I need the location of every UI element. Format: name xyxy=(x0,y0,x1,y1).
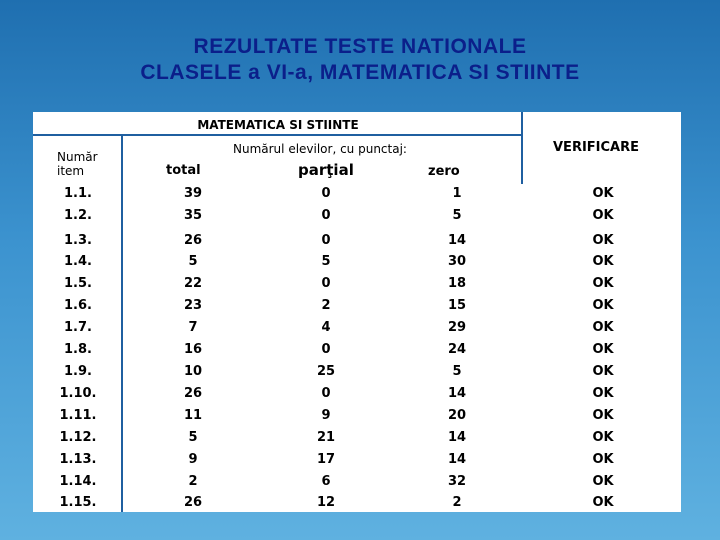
item-cell: 1.1. xyxy=(64,186,92,201)
item-cell: 1.14. xyxy=(59,474,97,489)
total-cell: 5 xyxy=(188,254,198,269)
table-row xyxy=(33,449,681,471)
zero-cell: 14 xyxy=(447,430,467,445)
table-row xyxy=(33,339,681,361)
item-cell: 1.3. xyxy=(64,233,92,248)
partial-cell: 12 xyxy=(316,495,336,510)
partial-cell: 17 xyxy=(316,452,336,467)
table-row xyxy=(33,205,681,227)
zero-cell: 1 xyxy=(452,186,462,201)
partial-cell: 0 xyxy=(321,208,331,223)
section-header: MATEMATICA SI STIINTE xyxy=(33,112,523,136)
total-cell: 35 xyxy=(183,208,203,223)
item-cell: 1.10. xyxy=(59,386,97,401)
title-line-2: CLASELE a VI-a, MATEMATICA SI STIINTE xyxy=(140,61,580,84)
partial-cell: 0 xyxy=(321,276,331,291)
verificare-cell: OK xyxy=(592,495,614,510)
partial-cell: 0 xyxy=(321,342,331,357)
item-cell: 1.4. xyxy=(64,254,92,269)
total-cell: 11 xyxy=(183,408,203,423)
verificare-cell: OK xyxy=(592,298,614,313)
zero-cell: 20 xyxy=(447,408,467,423)
zero-header: zero xyxy=(428,164,460,179)
results-table xyxy=(33,112,681,512)
partial-cell: 5 xyxy=(321,254,331,269)
zero-cell: 15 xyxy=(447,298,467,313)
zero-cell: 2 xyxy=(452,495,462,510)
verificare-cell: OK xyxy=(592,254,614,269)
zero-cell: 30 xyxy=(447,254,467,269)
table-row xyxy=(33,295,681,317)
total-cell: 7 xyxy=(188,320,198,335)
verificare-cell: OK xyxy=(592,233,614,248)
verificare-cell: OK xyxy=(592,474,614,489)
partial-header: parţial xyxy=(298,161,354,179)
item-cell: 1.8. xyxy=(64,342,92,357)
table-row xyxy=(33,273,681,295)
verificare-header: VERIFICARE xyxy=(553,140,639,155)
verificare-cell: OK xyxy=(592,208,614,223)
table-row xyxy=(33,183,681,205)
item-cell: 1.7. xyxy=(64,320,92,335)
verificare-cell: OK xyxy=(592,386,614,401)
verificare-cell: OK xyxy=(592,408,614,423)
verificare-cell: OK xyxy=(592,342,614,357)
total-cell: 39 xyxy=(183,186,203,201)
zero-cell: 5 xyxy=(452,364,462,379)
item-cell: 1.15. xyxy=(59,495,97,510)
total-cell: 23 xyxy=(183,298,203,313)
total-header: total xyxy=(166,163,201,178)
verificare-cell: OK xyxy=(592,430,614,445)
zero-cell: 14 xyxy=(447,452,467,467)
zero-cell: 29 xyxy=(447,320,467,335)
verificare-cell: OK xyxy=(592,452,614,467)
table-row xyxy=(33,383,681,405)
students-header: Numărul elevilor, cu punctaj: xyxy=(233,142,407,156)
total-cell: 2 xyxy=(188,474,198,489)
total-cell: 26 xyxy=(183,233,203,248)
total-cell: 10 xyxy=(183,364,203,379)
partial-cell: 4 xyxy=(321,320,331,335)
table-row xyxy=(33,427,681,449)
item-cell: 1.2. xyxy=(64,208,92,223)
item-cell: 1.11. xyxy=(59,408,97,423)
total-cell: 22 xyxy=(183,276,203,291)
total-cell: 26 xyxy=(183,495,203,510)
verificare-cell: OK xyxy=(592,320,614,335)
slide-title xyxy=(0,34,720,86)
total-cell: 9 xyxy=(188,452,198,467)
partial-cell: 0 xyxy=(321,233,331,248)
verificare-cell: OK xyxy=(592,364,614,379)
table-row xyxy=(33,251,681,273)
verificare-cell: OK xyxy=(592,186,614,201)
zero-cell: 18 xyxy=(447,276,467,291)
zero-cell: 5 xyxy=(452,208,462,223)
partial-cell: 9 xyxy=(321,408,331,423)
table-row xyxy=(33,492,681,514)
total-cell: 5 xyxy=(188,430,198,445)
total-cell: 26 xyxy=(183,386,203,401)
zero-cell: 24 xyxy=(447,342,467,357)
total-cell: 16 xyxy=(183,342,203,357)
title-line-1: REZULTATE TESTE NATIONALE xyxy=(193,35,527,58)
verificare-column-rule xyxy=(521,112,523,184)
zero-cell: 14 xyxy=(447,386,467,401)
item-cell: 1.12. xyxy=(59,430,97,445)
item-cell: 1.13. xyxy=(59,452,97,467)
table-row xyxy=(33,471,681,493)
item-header: Număr item xyxy=(57,150,98,178)
item-cell: 1.6. xyxy=(64,298,92,313)
partial-cell: 6 xyxy=(321,474,331,489)
partial-cell: 0 xyxy=(321,186,331,201)
verificare-cell: OK xyxy=(592,276,614,291)
partial-cell: 21 xyxy=(316,430,336,445)
table-row xyxy=(33,230,681,252)
partial-cell: 25 xyxy=(316,364,336,379)
item-cell: 1.9. xyxy=(64,364,92,379)
zero-cell: 32 xyxy=(447,474,467,489)
table-row xyxy=(33,317,681,339)
table-row xyxy=(33,361,681,383)
item-cell: 1.5. xyxy=(64,276,92,291)
table-row xyxy=(33,405,681,427)
partial-cell: 2 xyxy=(321,298,331,313)
partial-cell: 0 xyxy=(321,386,331,401)
zero-cell: 14 xyxy=(447,233,467,248)
